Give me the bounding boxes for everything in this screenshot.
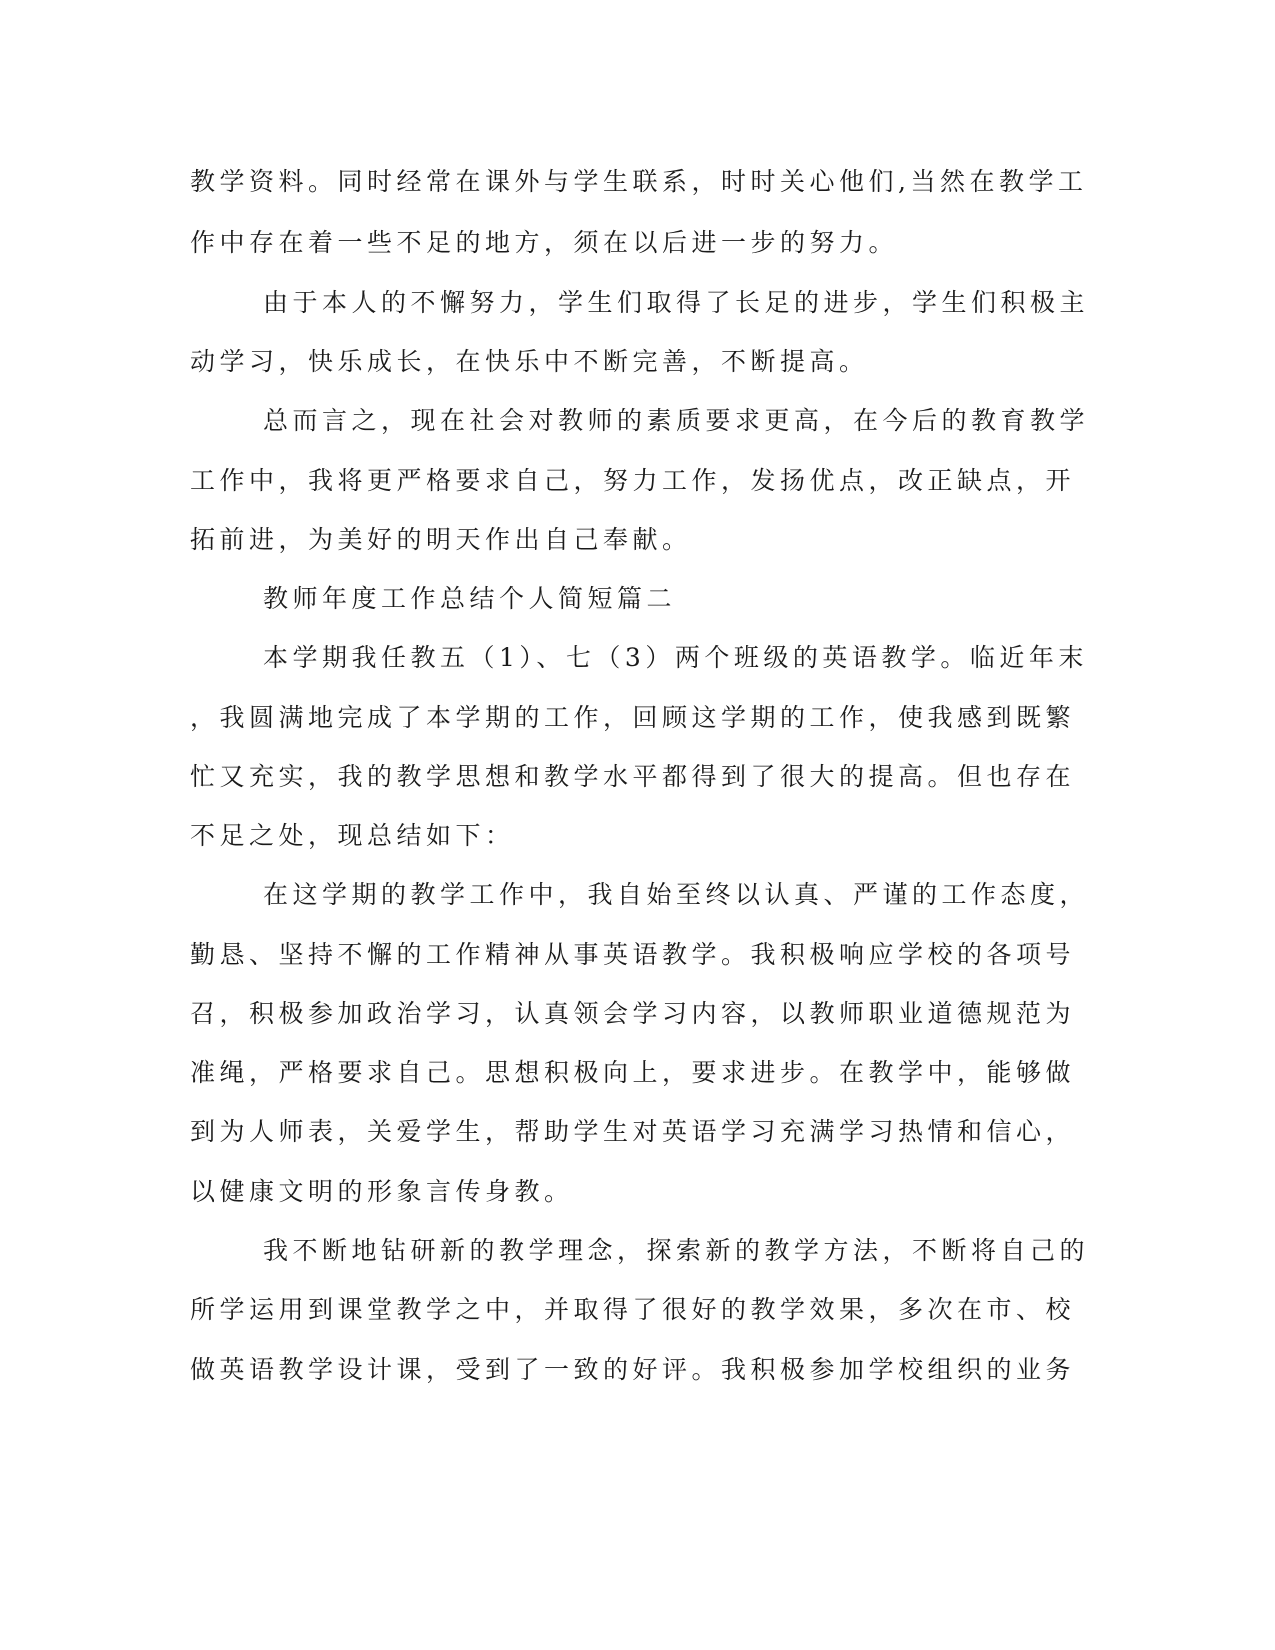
paragraph-first-line: 由于本人的不懈努力，学生们取得了长足的进步，学生们积极主 — [263, 288, 1090, 317]
text-line: ，我圆满地完成了本学期的工作，回顾这学期的工作，使我感到既繁 — [190, 703, 1076, 732]
paragraph-first-line: 我不断地钻研新的教学理念，探索新的教学方法，不断将自己的 — [263, 1236, 1090, 1265]
text-line: 到为人师表，关爱学生，帮助学生对英语学习充满学习热情和信心， — [190, 1117, 1076, 1146]
text-line: 作中存在着一些不足的地方，须在以后进一步的努力。 — [190, 228, 899, 257]
text-line: 勤恳、坚持不懈的工作精神从事英语教学。我积极响应学校的各项号 — [190, 940, 1076, 969]
paragraph-first-line: 在这学期的教学工作中，我自始至终以认真、严谨的工作态度， — [263, 880, 1090, 909]
text-line: 忙又充实，我的教学思想和教学水平都得到了很大的提高。但也存在 — [190, 762, 1076, 791]
text-line: 工作中，我将更严格要求自己，努力工作，发扬优点，改正缺点，开 — [190, 466, 1076, 495]
text-line: 召，积极参加政治学习，认真领会学习内容，以教师职业道德规范为 — [190, 999, 1076, 1028]
text-line: 以健康文明的形象言传身教。 — [190, 1177, 574, 1206]
section-heading: 教师年度工作总结个人简短篇二 — [263, 584, 677, 613]
text-line: 做英语教学设计课，受到了一致的好评。我积极参加学校组织的业务 — [190, 1355, 1076, 1384]
text-line: 教学资料。同时经常在课外与学生联系，时时关心他们,当然在教学工 — [190, 167, 1088, 196]
paragraph-first-line: 本学期我任教五（1）、七（3）两个班级的英语教学。临近年末 — [263, 643, 1088, 672]
text-line: 动学习，快乐成长，在快乐中不断完善，不断提高。 — [190, 347, 869, 376]
text-line: 拓前进，为美好的明天作出自己奉献。 — [190, 525, 692, 554]
text-line: 所学运用到课堂教学之中，并取得了很好的教学效果，多次在市、校 — [190, 1295, 1076, 1324]
text-line: 不足之处，现总结如下： — [190, 821, 515, 850]
paragraph-first-line: 总而言之，现在社会对教师的素质要求更高，在今后的教育教学 — [263, 406, 1090, 435]
text-line: 准绳，严格要求自己。思想积极向上，要求进步。在教学中，能够做 — [190, 1058, 1076, 1087]
